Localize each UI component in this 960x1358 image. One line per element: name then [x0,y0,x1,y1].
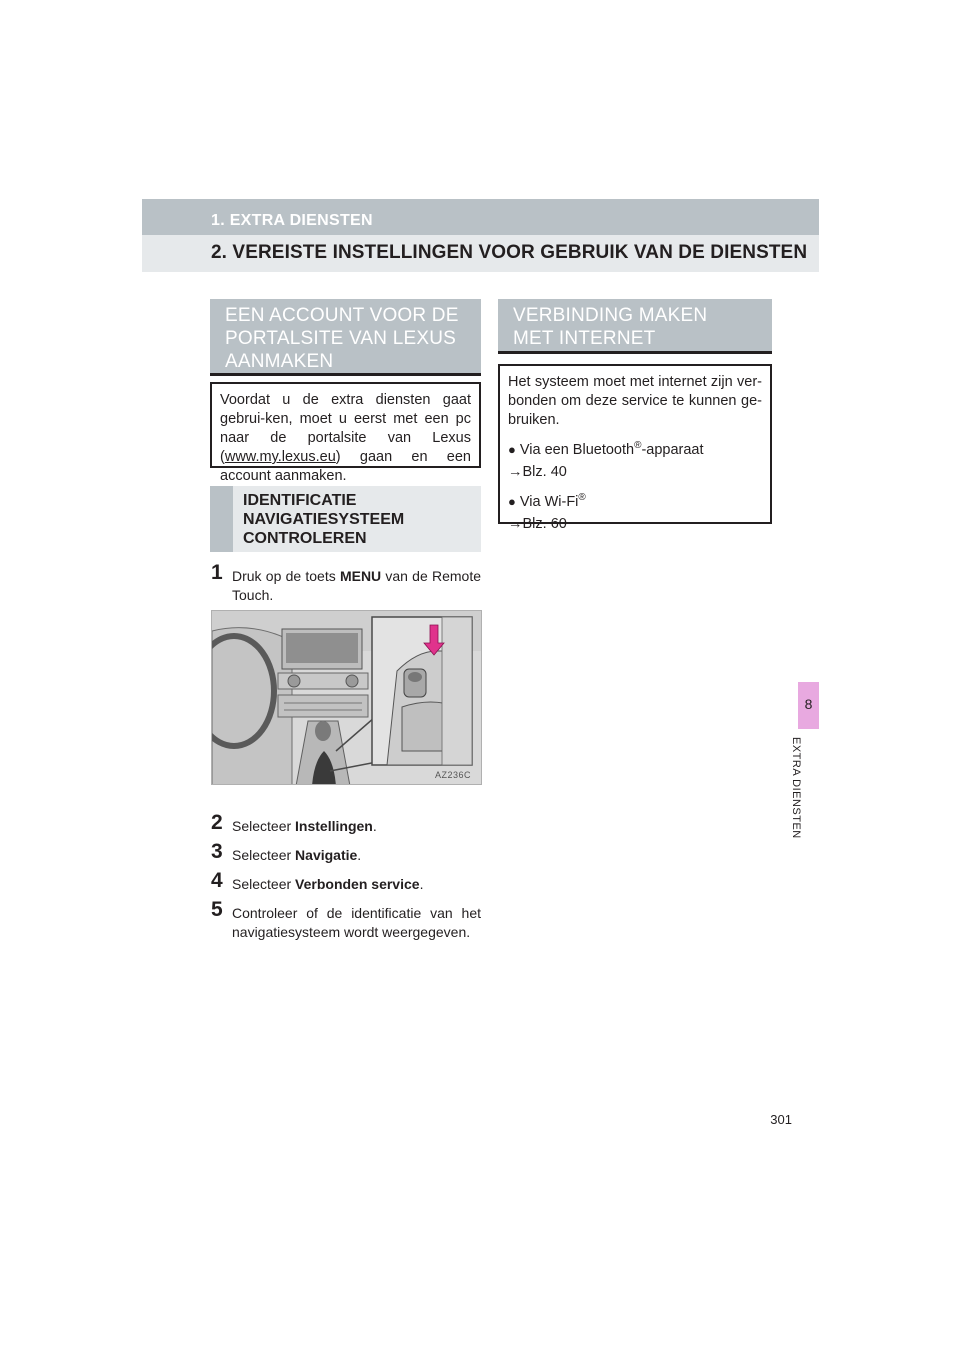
verbonden-service-label: Verbonden service [295,876,420,892]
step-2-number: 2 [211,811,223,834]
registered-mark: ® [634,440,642,451]
dashboard-illustration [212,611,482,785]
bullet-dot-icon: ● [508,441,516,457]
registered-mark: ® [578,491,586,503]
chapter-side-label-text: EXTRA DIENSTEN [790,737,802,839]
section-title: 2. VEREISTE INSTELLINGEN VOOR GEBRUIK VAN DE DIENSTEN [211,242,808,263]
bullet-dot-icon: ● [508,493,516,509]
subheading-line-1: IDENTIFICATIE [243,492,357,509]
bluetooth-text: Via een Bluetooth [519,441,635,458]
wifi-page-ref[interactable]: →Blz. 60 [508,515,567,532]
chapter-tab-number: 8 [804,696,813,712]
wifi-bullet [508,488,762,512]
step-3-text-before: Selecteer [232,847,296,863]
account-info-box [210,382,481,484]
step-1-text-after: van de Remote Touch. [232,568,481,603]
account-text-before: Voordat u de extra diensten gaat gebrui-ken, moet u eerst met een pc naar de portalsite van Lexus ( [220,392,471,465]
menu-key-label: MENU [339,568,382,584]
step-5 [211,898,481,942]
navigatie-label: Navigatie [295,847,358,863]
account-heading-line-2: PORTALSITE VAN LEXUS [225,328,457,349]
internet-heading-line-1: VERBINDING MAKEN [513,305,708,326]
account-heading-line-3: AANMAKEN [225,351,334,372]
step-5-number: 5 [211,898,223,921]
figure-code: AZ236C [434,770,471,780]
bluetooth-bullet [508,436,762,460]
subheading-line-2: NAVIGATIESYSTEEM [243,511,405,528]
bluetooth-text-after: -apparaat [641,441,704,458]
step-2-text-before: Selecteer [232,818,296,834]
account-heading-line-1: EEN ACCOUNT VOOR DE [225,305,459,326]
step-4 [211,869,481,894]
chapter-side-label [790,737,810,847]
step-4-text-after: . [419,876,424,892]
internet-heading-line-2: MET INTERNET [513,328,656,349]
subheading-line-3: CONTROLEREN [243,530,367,547]
account-text-after: ) gaan en een account aanmaken. [220,449,471,484]
chapter-title: 1. EXTRA DIENSTEN [211,212,373,229]
step-3-text-after: . [357,847,362,863]
page-number: 301 [770,1112,792,1127]
step-3-number: 3 [211,840,223,863]
step-3 [211,840,481,865]
remote-touch-illustration [211,610,482,785]
internet-heading [498,299,772,351]
step-1 [211,561,481,605]
step-4-number: 4 [211,869,223,892]
step-2-text-after: . [372,818,377,834]
step-2 [211,811,481,836]
account-heading-rule [210,373,481,376]
step-1-text-before: Druk op de toets [232,568,340,584]
lexus-portal-link[interactable]: www.my.lexus.eu [224,449,336,465]
subheading-accent-bar [210,486,233,552]
account-heading [210,299,481,373]
bluetooth-page-ref[interactable]: →Blz. 40 [508,463,567,480]
instellingen-label: Instellingen [295,818,373,834]
internet-info-box [498,364,772,532]
wifi-text: Via Wi-Fi [519,493,579,510]
step-5-text: Controleer of de identificatie van het navigatiesysteem wordt weergegeven. [232,905,481,940]
internet-heading-rule [498,351,772,354]
identification-subheading [210,486,481,552]
step-4-text-before: Selecteer [232,876,296,892]
step-1-number: 1 [211,561,223,584]
internet-intro: Het systeem moet met internet zijn ver-bonden om deze service te kunnen ge-bruiken. [508,374,762,428]
